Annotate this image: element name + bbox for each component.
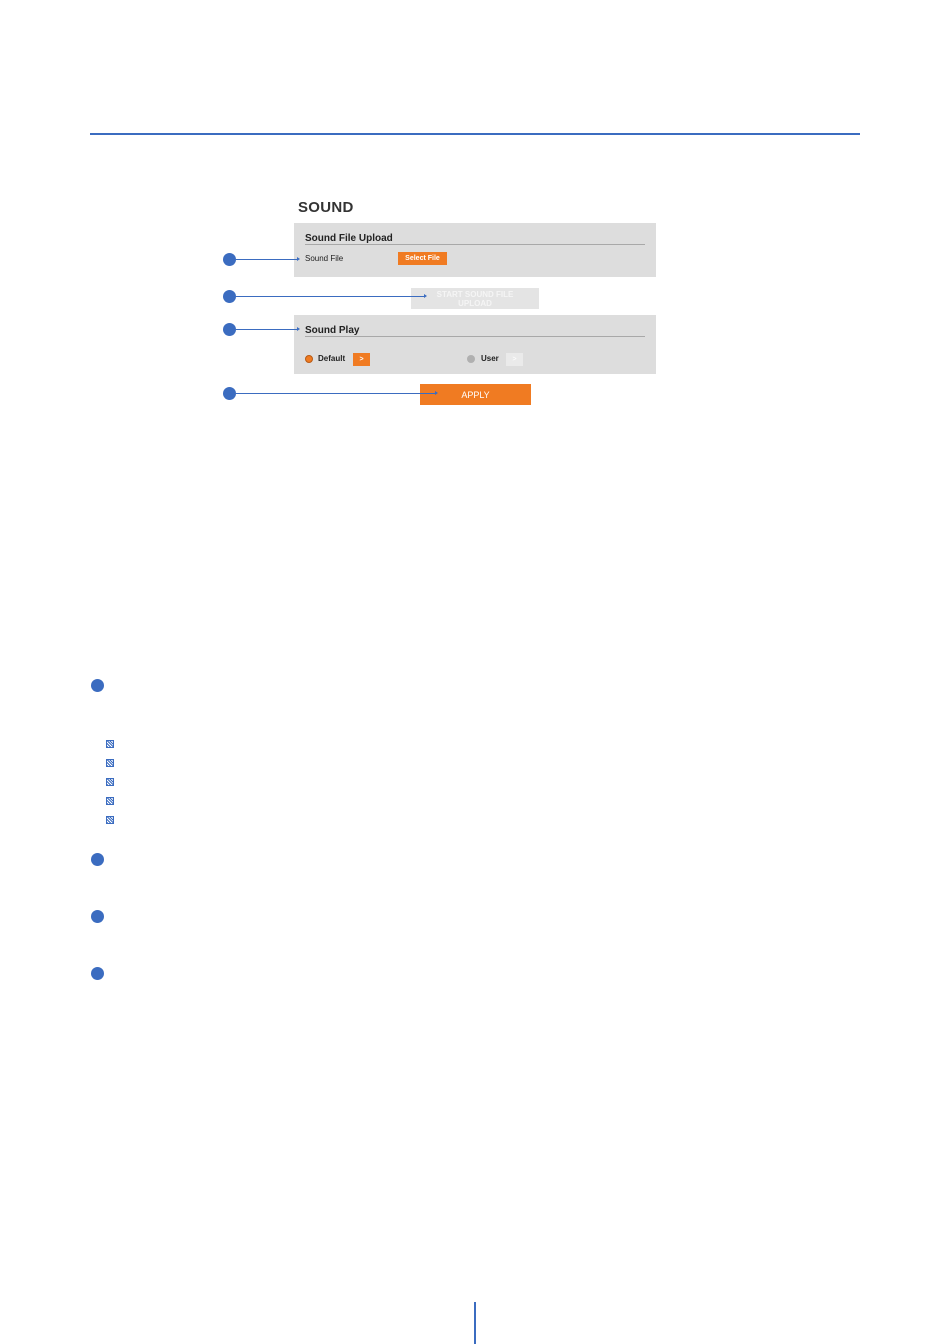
sound-file-label: Sound File [305,254,344,263]
upload-button-line2: UPLOAD [458,298,492,308]
description-1-icon [91,679,104,692]
sound-play-section [294,315,656,374]
section-title-play: Sound Play [305,325,360,336]
callout-4-icon [223,387,236,400]
section-divider [305,336,645,337]
note-mark-icon [106,759,114,767]
default-label: Default [318,354,346,363]
callout-1-line [236,259,298,260]
callout-3-arrow-icon [297,327,300,331]
callout-1-icon [223,253,236,266]
default-play-button[interactable]: > [353,353,370,366]
header-rule [90,133,860,135]
description-4-icon [91,967,104,980]
note-mark-icon [106,740,114,748]
description-3-icon [91,910,104,923]
footer-divider [474,1302,476,1344]
callout-3-line [236,329,298,330]
callout-4-arrow-icon [435,391,438,395]
note-mark-icon [106,797,114,805]
upload-button-line1: START SOUND FILE [436,289,514,299]
user-label: User [481,354,499,363]
page-title: SOUND [298,199,354,216]
callout-2-line [236,296,425,297]
section-title-upload: Sound File Upload [305,233,393,244]
sound-file-upload-section [294,223,656,277]
note-mark-icon [106,816,114,824]
user-radio[interactable] [467,355,475,363]
apply-button[interactable]: APPLY [420,384,531,405]
description-2-icon [91,853,104,866]
default-radio[interactable] [305,355,313,363]
select-file-button[interactable]: Select File [398,252,447,265]
section-divider [305,244,645,245]
callout-1-arrow-icon [297,257,300,261]
callout-2-arrow-icon [424,294,427,298]
user-play-button[interactable]: > [506,353,523,366]
note-mark-icon [106,778,114,786]
callout-3-icon [223,323,236,336]
callout-4-line [236,393,436,394]
start-upload-button[interactable] [411,288,539,309]
callout-2-icon [223,290,236,303]
